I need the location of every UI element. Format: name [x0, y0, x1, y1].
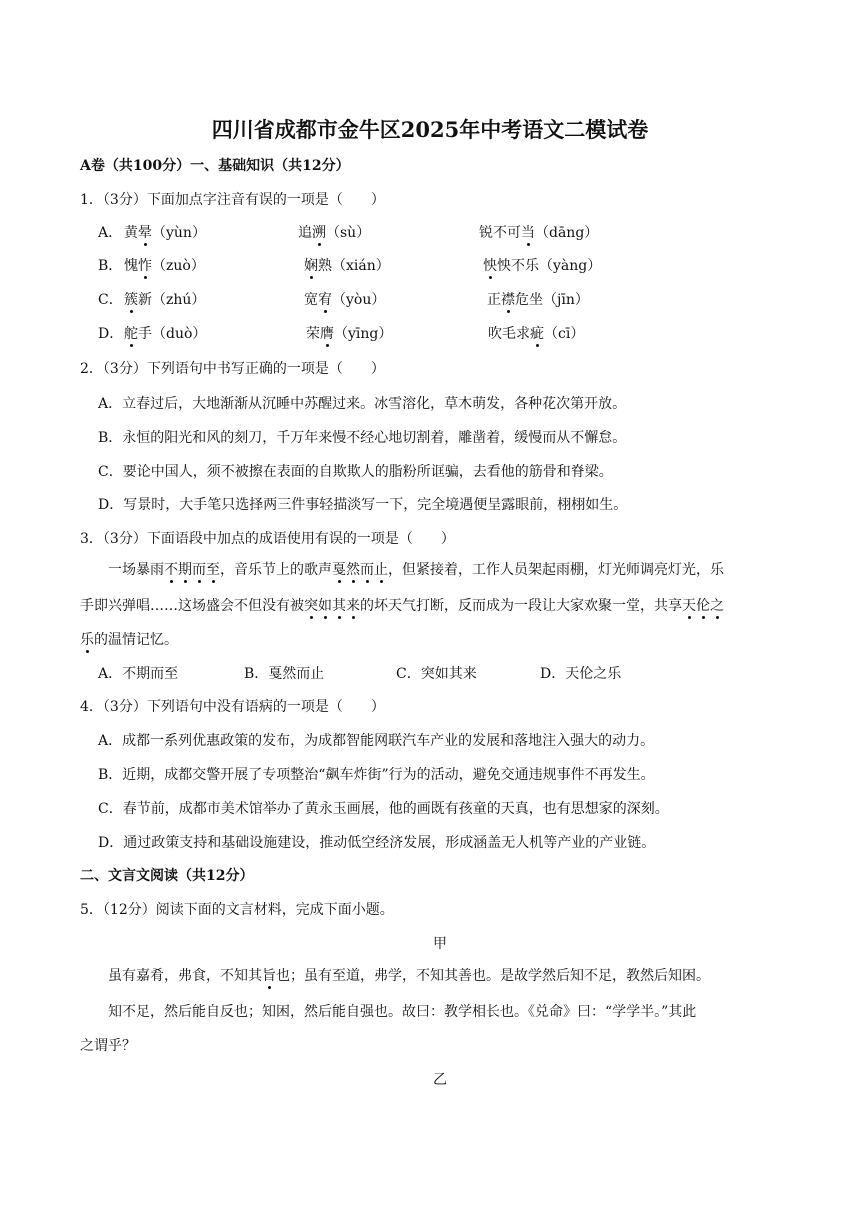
emphasized-idiom — [332, 562, 388, 578]
emphasized-char: 不 — [164, 562, 178, 578]
q2-option-d: D．写景时，大手笔只选择两三件事轻描淡写一下，完全境遇便呈露眼前，栩栩如生。 — [98, 497, 628, 513]
classical-text-line: 虽有嘉肴，弗食，不知其旨也；虽有至道，弗学，不知其善也。是故学然后知不足，教然后知困。 — [108, 968, 710, 984]
q1-item: 吹毛求疵（cī） — [488, 326, 585, 342]
q1-stem: 1．（3分）下面加点字注音有误的一项是（ ） — [80, 192, 385, 208]
q1-item: 娴熟（xián） — [304, 258, 390, 274]
emphasized-idiom — [304, 598, 360, 614]
q5-stem: 5．（12分）阅读下面的文言材料，完成下面小题。 — [80, 902, 394, 918]
emphasized-char: 来 — [346, 598, 360, 614]
page-title: 四川省成都市金牛区2025年中考语文二模试卷 — [211, 117, 649, 142]
emphasized-char: 之 — [710, 598, 724, 614]
emphasized-char: 突 — [304, 598, 318, 614]
q2-stem: 2．（3分）下列语句中书写正确的一项是（ ） — [80, 361, 385, 377]
q1-item: 舵手（duò） — [124, 326, 207, 342]
emphasized-char: 戛 — [332, 562, 346, 578]
q4-option-d: D．通过政策支持和基础设施建设，推动低空经济发展，形成涵盖无人机等产业的产业链。 — [98, 835, 656, 851]
q4-option-c: C．春节前，成都市美术馆举办了黄永玉画展，他的画既有孩童的天真，也有思想家的深刻。 — [98, 801, 669, 817]
q3-option-a: A．不期而至 — [98, 666, 179, 682]
section-2-heading: 二、文言文阅读（共12分） — [80, 868, 254, 884]
emphasized-char: 至 — [206, 562, 220, 578]
q1-item: 怏怏不乐（yàng） — [483, 258, 602, 274]
classical-text-line: 知不足，然后能自反也；知困，然后能自强也。故曰：教学相长也。《兑命》曰：“学学半。”其此 — [108, 1004, 697, 1020]
emphasized-idiom — [80, 632, 94, 648]
emphasized-char: 然 — [346, 562, 360, 578]
classical-text-line: 之谓乎？ — [80, 1038, 136, 1054]
q1-item: 锐不可当（dāng） — [479, 225, 599, 241]
q1-option-label: A． — [98, 225, 123, 241]
emphasized-char: 而 — [360, 562, 374, 578]
emphasized-char: 乐 — [80, 632, 94, 648]
emphasized-idiom — [682, 598, 724, 614]
passage-label-jia: 甲 — [433, 936, 447, 952]
q1-item: 荣膺（yīng） — [306, 326, 393, 342]
q1-option-label: B． — [98, 258, 123, 274]
q2-option-a: A．立春过后，大地渐渐从沉睡中苏醒过来。冰雪溶化，草木萌发，各种花次第开放。 — [98, 396, 627, 412]
passage-label-yi: 乙 — [433, 1072, 447, 1088]
q4-stem: 4．（3分）下列语句中没有语病的一项是（ ） — [80, 699, 385, 715]
emphasized-char: 天 — [682, 598, 696, 614]
q4-option-b: B．近期，成都交警开展了专项整治“飙车炸街”行为的活动，避免交通违规事件不再发生。 — [98, 767, 655, 783]
emphasized-char: 如 — [318, 598, 332, 614]
emphasized-char: 止 — [374, 562, 388, 578]
section-a-heading: A卷（共100分）一、基础知识（共12分） — [80, 158, 350, 174]
q1-item: 宽宥（yòu） — [304, 292, 386, 308]
emphasized-idiom — [164, 562, 220, 578]
q3-passage-line: 手即兴弹唱……这场盛会不但没有被突如其来的坏天气打断，反而成为一段让大家欢聚一堂，共享天伦之 — [80, 598, 724, 614]
q3-option-b: B．戛然而止 — [244, 666, 325, 682]
q3-option-c: C．突如其来 — [396, 666, 477, 682]
q2-option-c: C．要论中国人，须不被擦在表面的自欺欺人的脂粉所诓骗，去看他的筋骨和脊梁。 — [98, 464, 613, 480]
emphasized-char: 而 — [192, 562, 206, 578]
q1-item: 愧怍（zuò） — [124, 258, 205, 274]
q4-option-a: A．成都一系列优惠政策的发布，为成都智能网联汽车产业的发展和落地注入强大的动力。 — [98, 733, 655, 749]
q1-item: 正襟危坐（jīn） — [487, 292, 589, 308]
q1-option-label: D． — [98, 326, 124, 342]
q3-option-d: D．天伦之乐 — [540, 666, 622, 682]
q3-passage-line: 乐的温情记忆。 — [80, 632, 178, 648]
q1-item: 黄晕（yùn） — [124, 225, 206, 241]
q1-item: 簇新（zhú） — [124, 292, 206, 308]
emphasized-char: 其 — [332, 598, 346, 614]
q3-passage-line: 一场暴雨不期而至，音乐节上的歌声戛然而止，但紧接着，工作人员架起雨棚，灯光师调亮灯光，乐 — [108, 562, 724, 578]
q1-item: 追溯（sù） — [298, 225, 371, 241]
q3-stem: 3．（3分）下面语段中加点的成语使用有误的一项是（ ） — [80, 531, 455, 547]
q2-option-b: B．永恒的阳光和风的刻刀，千万年来慢不经心地切割着，雕凿着，缓慢而从不懈怠。 — [98, 430, 627, 446]
q1-option-label: C． — [98, 292, 123, 308]
emphasized-char: 旨 — [262, 968, 276, 984]
emphasized-char: 伦 — [696, 598, 710, 614]
emphasized-char: 期 — [178, 562, 192, 578]
